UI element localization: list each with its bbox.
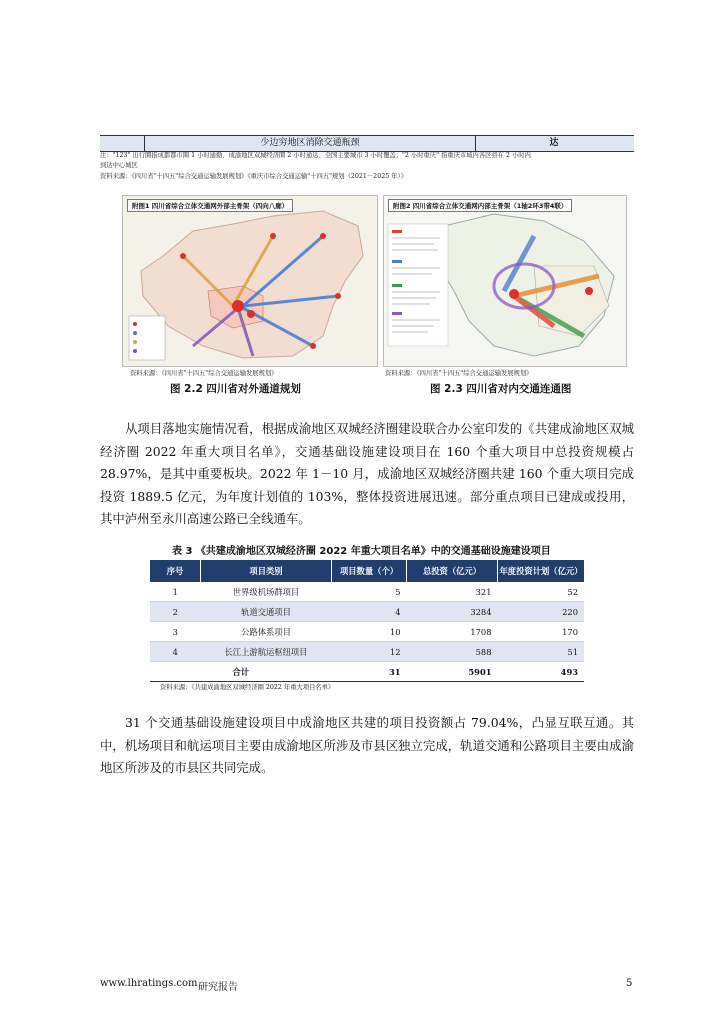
- paragraph-investment-share: 31 个交通基础设施建设项目中成渝地区共建的项目投资额占 79.04%，凸显互联互通。其中，机场项目和航运项目主要由成渝地区所涉及市县区独立完成，轨道交通和公路项目主要由成渝地区所涉及的市县区共同完成。: [100, 715, 634, 775]
- figure-right-caption: 图 2.3 四川省对内交通连通图: [430, 383, 572, 395]
- cell-category: 世界级机场群项目: [201, 582, 332, 602]
- top-table-cell-right: 达: [549, 138, 559, 148]
- cell-total: 1708: [407, 622, 498, 642]
- cell-annual: 51: [498, 642, 585, 662]
- cell-index: 4: [150, 642, 201, 662]
- map-title-right: 附图2 四川省综合立体交通网内部主骨架（1轴2环3带4联）: [388, 199, 572, 212]
- note-line-1: 注："123" 出行圈指成都都市圈 1 小时通勤、成渝地区双城经济圈 2 小时通达、全国主要城市 3 小时覆盖；"2 小时重庆" 指重庆市域内各区县在 2 小时内: [100, 152, 531, 159]
- cell-index: 1: [150, 582, 201, 602]
- figure-internal-network-map: [383, 195, 627, 367]
- cell-annual: 52: [498, 582, 585, 602]
- cell-total: 3284: [407, 602, 498, 622]
- header-index: 序号: [150, 560, 201, 582]
- table-row: [150, 622, 584, 642]
- cell-category: 轨道交通项目: [201, 602, 332, 622]
- cell-annual: 170: [498, 622, 585, 642]
- header-count: 项目数量（个）: [332, 560, 407, 582]
- figure-left-source: 资料来源：《四川省"十四五"综合交通运输发展规划》: [130, 370, 278, 377]
- cell-count: 12: [332, 642, 407, 662]
- china-map-image: [123, 196, 377, 366]
- table-row: [150, 642, 584, 662]
- figure-left-caption: 图 2.2 四川省对外通道规划: [170, 383, 301, 395]
- cell-annual: 220: [498, 602, 585, 622]
- page-number: 5: [626, 978, 633, 989]
- cell-total: 588: [407, 642, 498, 662]
- figure-right-source: 资料来源：《四川省"十四五"综合交通运输发展规划》: [385, 370, 533, 377]
- top-table-cell: 少边穷地区消除交通瓶颈: [144, 136, 476, 151]
- transport-projects-table: [150, 560, 584, 682]
- cell-index: 2: [150, 602, 201, 622]
- footer-label: 研究报告: [198, 982, 238, 993]
- cell-count: 4: [332, 602, 407, 622]
- figure-external-corridors-map: [122, 195, 378, 367]
- cell-total-label: 合计: [150, 662, 332, 682]
- map-title-left: 附图1 四川省综合立体交通网外部主骨架（四向八廊）: [127, 199, 293, 212]
- table-header-row: [150, 560, 584, 582]
- sichuan-map-image: [384, 196, 626, 366]
- footer-site: www.lhratings.com: [100, 978, 198, 989]
- cell-count: 10: [332, 622, 407, 642]
- cell-total: 321: [407, 582, 498, 602]
- cell-count: 5: [332, 582, 407, 602]
- cell-category: 公路体系项目: [201, 622, 332, 642]
- cell-total-investment: 5901: [407, 662, 498, 682]
- cell-category: 长江上游航运枢纽项目: [201, 642, 332, 662]
- table-source: 资料来源：《共建成渝地区双城经济圈 2022 年重大项目名单》: [160, 684, 335, 691]
- header-total-investment: 总投资（亿元）: [407, 560, 498, 582]
- paragraph-project-progress: 从项目落地实施情况看，根据成渝地区双城经济圈建设联合办公室印发的《共建成渝地区双城经济圈 2022 年重大项目名单》，交通基础设施建设项目在 160 个重大项目中总投资规模占 28.97%，是其中重要板块。2022 年 1－10 月，成渝地区双城经济圈共建 160 个重大项目完成投资 1889.5 亿元，为年度计划值的 103%，整体投资进展迅速。部分重点项目已建成或投用，其中泸州至永川高速公路已全线通车。: [100, 421, 634, 526]
- table-title: 表 3 《共建成渝地区双城经济圈 2022 年重大项目名单》中的交通基础设施建设项目: [172, 546, 551, 557]
- note-line-2: 到达中心城区: [100, 162, 138, 169]
- top-table-fragment: [100, 135, 634, 152]
- table-row: [150, 582, 584, 602]
- header-category: 项目类别: [201, 560, 332, 582]
- cell-index: 3: [150, 622, 201, 642]
- table-row: [150, 602, 584, 622]
- cell-total-count: 31: [332, 662, 407, 682]
- table-total-row: [150, 662, 584, 682]
- source-note: 资料来源：《四川省"十四五"综合交通运输发展规划》《重庆市综合交通运输"十四五"规划（2021－2025 年）》: [100, 173, 407, 180]
- cell-total-annual: 493: [498, 662, 585, 682]
- header-annual-plan: 年度投资计划（亿元）: [498, 560, 585, 582]
